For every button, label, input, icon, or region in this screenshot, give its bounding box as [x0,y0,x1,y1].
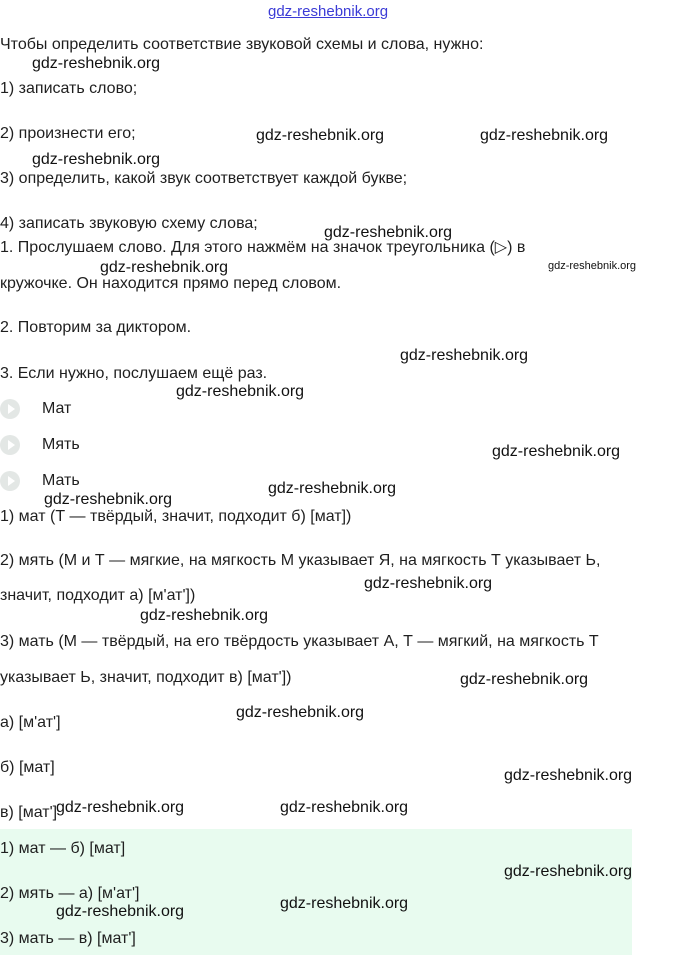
listen-step-3: 3. Если нужно, послушаем ещё раз. [0,365,268,382]
watermark: gdz-reshebnik.org [460,671,589,688]
watermark: gdz-reshebnik.org [548,260,637,272]
listen-step-2: 2. Повторим за диктором. [0,319,192,336]
watermark: gdz-reshebnik.org [268,480,397,497]
option-a: а) [м'ат'] [0,714,61,731]
answer-3: 3) мать — в) [мат'] [0,930,136,947]
play-icon[interactable] [0,471,20,491]
watermark: gdz-reshebnik.org [280,895,409,912]
answer-1: 1) мат — б) [мат] [0,840,126,857]
intro-step-4: 4) записать звуковую схему слова; [0,215,258,232]
watermark: gdz-reshebnik.org [256,127,385,144]
watermark: gdz-reshebnik.org [32,55,161,72]
answer-2: 2) мять — а) [м'ат'] [0,885,140,902]
watermark-top[interactable]: gdz-reshebnik.org [268,3,389,20]
listen-step-1a: 1. Прослушаем слово. Для этого нажмём на значок треугольника (▷) в [0,239,526,256]
audio-word-1: Мат [42,400,72,417]
watermark: gdz-reshebnik.org [280,799,409,816]
watermark: gdz-reshebnik.org [364,575,493,592]
watermark: gdz-reshebnik.org [504,767,633,784]
watermark: gdz-reshebnik.org [480,127,609,144]
intro-step-3: 3) определить, какой звук соответствует каждой букве; [0,170,408,187]
audio-word-3: Мать [42,472,80,489]
watermark: gdz-reshebnik.org [100,259,229,276]
audio-word-2: Мять [42,436,80,453]
watermark: gdz-reshebnik.org [504,863,633,880]
option-b: б) [мат] [0,759,55,776]
analysis-1: 1) мат (Т — твёрдый, значит, подходит б) [мат]) [0,508,352,525]
listen-step-1b: кружочке. Он находится прямо перед словом. [0,275,342,292]
analysis-3a: 3) мать (М — твёрдый, на его твёрдость указывает А, Т — мягкий, на мягкость Т [0,633,599,650]
intro-title: Чтобы определить соответствие звуковой схемы и слова, нужно: [0,36,484,53]
watermark: gdz-reshebnik.org [32,151,161,168]
analysis-3b: указывает Ь, значит, подходит в) [мат']) [0,669,292,686]
play-icon[interactable] [0,435,20,455]
watermark: gdz-reshebnik.org [324,224,453,241]
watermark: gdz-reshebnik.org [492,443,621,460]
watermark: gdz-reshebnik.org [140,607,269,624]
watermark: gdz-reshebnik.org [400,347,529,364]
analysis-2b: значит, подходит а) [м'ат']) [0,587,196,604]
watermark: gdz-reshebnik.org [236,704,365,721]
watermark: gdz-reshebnik.org [44,491,173,508]
watermark: gdz-reshebnik.org [56,799,185,816]
intro-step-1: 1) записать слово; [0,80,138,97]
play-icon[interactable] [0,399,20,419]
watermark: gdz-reshebnik.org [176,383,305,400]
option-c: в) [мат'] [0,804,58,821]
analysis-2a: 2) мять (М и Т — мягкие, на мягкость М указывает Я, на мягкость Т указывает Ь, [0,552,601,569]
intro-step-2: 2) произнести его; [0,125,136,142]
watermark: gdz-reshebnik.org [56,903,185,920]
